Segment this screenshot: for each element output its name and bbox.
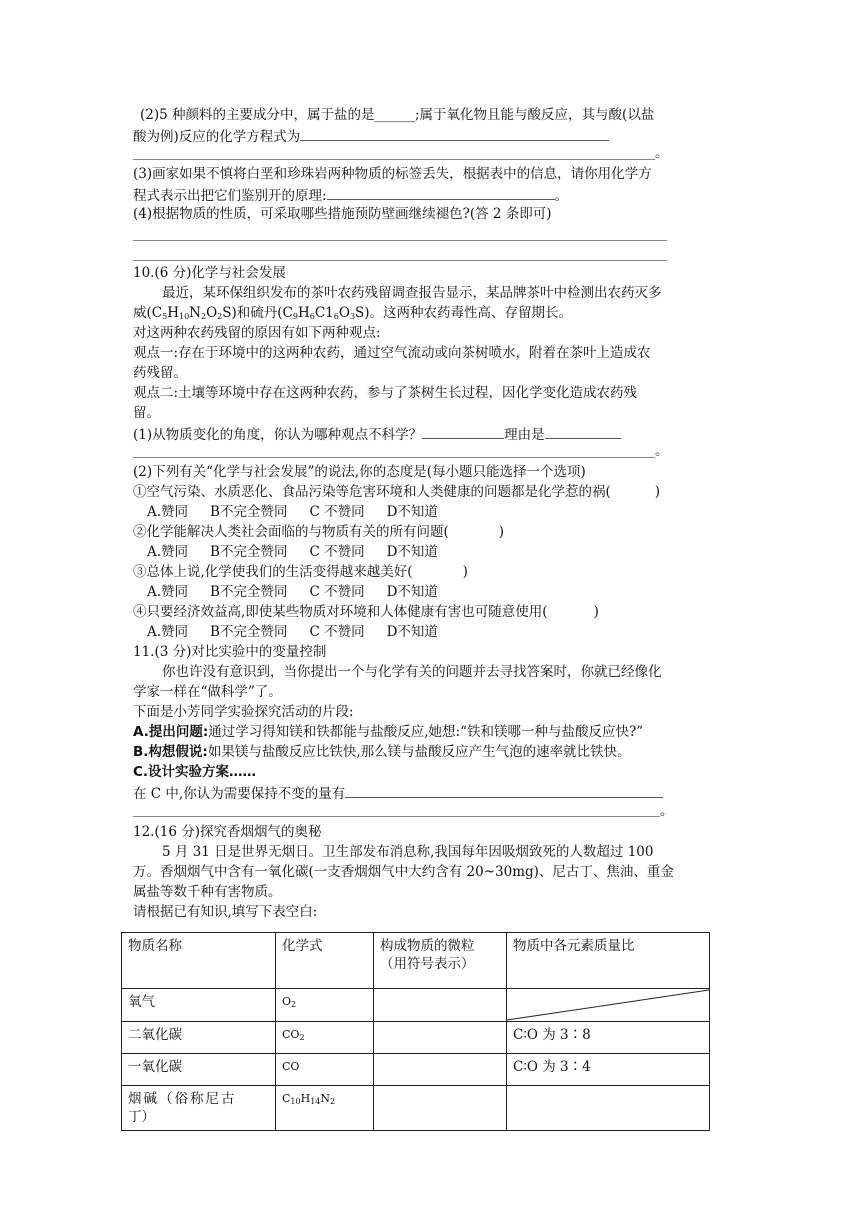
nicotine-name-line2: 丁） [128,1109,155,1125]
q11-intro-line3: 下面是小芳同学实验探究活动的片段: [133,704,354,720]
q9-part2-line2 [133,126,609,146]
answer-line[interactable] [133,240,667,241]
paren: ) [498,524,505,540]
q12-intro-line3: 属盐等数千种有害物质。 [133,884,282,900]
cell-name: 一氧化碳 [122,1054,276,1086]
q11-intro-line1: 你也许没有意识到，当你提出一个与化学有关的问题并去寻找答案时，你就已经像化 [162,664,662,680]
answer-line[interactable] [133,816,660,817]
table-row [122,1022,710,1054]
q11-intro-line2: 学家一样在“做科学”了。 [133,684,282,700]
answer-line[interactable] [133,457,655,458]
text: C1 [314,305,334,321]
q12-intro-line1: 5 月 31 日是世界无烟日。卫生部发布消息称,我国每年因吸烟致死的人数超过 100 [162,844,654,860]
paren: ) [462,564,468,580]
q11-title: 11.(3 分)对比实验中的变量控制 [133,644,327,660]
header-name: 物质名称 [122,933,276,989]
paren: ) [593,604,599,620]
header-particle-line2: （用符号表示） [380,956,475,972]
option-c[interactable]: C 不赞同 [309,544,365,560]
text: O [338,305,350,321]
header-formula: 化学式 [276,933,374,989]
q10-item3-options [147,583,460,601]
q9-part2-line2-text: 酸为例)反应的化学方程式为 [133,129,301,145]
period: 。 [655,145,669,161]
cell-ratio: C∶O 为 3∶4 [507,1054,710,1086]
q10-item4-options [147,623,460,641]
text: S)。这两种农药毒性高、存留期长。 [355,305,573,321]
step-b-text: 如果镁与盐酸反应比铁快,那么镁与盐酸反应产生气泡的速率就比铁快。 [207,744,631,760]
q12-intro-line2: 万。香烟烟气中含有一氧化碳(一支香烟烟气中大约含有 20~30mg)、尼古丁、焦油、重金 [133,864,674,880]
q12-title: 12.(16 分)探究香烟烟气的奥秘 [133,824,322,840]
q10-reason-label: 理由是 [504,427,545,443]
option-c[interactable]: C 不赞同 [309,504,365,520]
option-b[interactable]: B不完全赞同 [210,584,288,600]
option-a[interactable]: A.赞同 [147,504,189,520]
q10-title: 10.(6 分)化学与社会发展 [133,265,286,281]
subscript: 2 [217,312,223,321]
step-c-label: C.设计实验方案…… [133,764,257,780]
cell-particle[interactable] [374,1022,507,1054]
option-d[interactable]: D不知道 [386,584,438,600]
cell-name: 二氧化碳 [122,1022,276,1054]
option-a[interactable]: A.赞同 [147,624,189,640]
q10-part2: (2)下列有关“化学与社会发展”的说法,你的态度是(每小题只能选择一个选项) [133,464,586,480]
step-a-label: A.提出问题: [133,724,209,740]
answer-line[interactable] [133,159,655,160]
substance-table [121,932,710,1131]
option-a[interactable]: A.赞同 [147,544,189,560]
option-a[interactable]: A.赞同 [147,584,189,600]
q11-question [133,783,663,803]
subscript: 5 [162,312,168,321]
text: O [206,305,218,321]
cell-ratio-crossed [507,989,710,1022]
answer-blank[interactable] [327,185,555,200]
q10-item1-options [147,503,460,521]
subscript: 2 [330,1097,336,1106]
cell-name [122,1086,276,1131]
q10-views-intro: 对这两种农药残留的原因有如下两种观点: [133,325,381,341]
subscript: 3 [349,312,356,321]
q10-item1-text: ①空气污染、水质恶化、食品污染等危害环境和人类健康的问题都是化学惹的祸( [133,484,611,500]
option-b[interactable]: B不完全赞同 [210,624,288,640]
nicotine-name-line1: 烟碱（俗称尼古 [128,1091,237,1107]
period: 。 [655,443,669,459]
answer-blank[interactable] [345,783,663,798]
text: H [297,305,310,321]
formula: O [282,995,292,1008]
q10-item1 [133,483,660,501]
header-ratio: 物质中各元素质量比 [507,933,710,989]
diagonal-slash-icon [507,989,709,1021]
step-a-text: 通过学习得知镁和铁都能与盐酸反应,她想:“铁和镁哪一种与盐酸反应快?” [208,724,644,740]
answer-blank[interactable] [545,424,621,439]
period: 。 [660,803,674,819]
formula: CO [282,1028,300,1041]
q9-part3-line2-text: 程式表示出把它们鉴别开的原理: [133,188,327,204]
cell-formula [276,1086,374,1131]
formula: H [300,1092,311,1105]
formula: C [282,1092,291,1105]
option-c[interactable]: C 不赞同 [309,584,365,600]
text: 威(C [133,305,163,321]
q10-view2-line1: 观点二:土壤等环境中存在这两种农药，参与了茶树生长过程，因化学变化造成农药残 [133,385,638,401]
subscript: 2 [200,312,207,321]
option-c[interactable]: C 不赞同 [309,624,365,640]
option-b[interactable]: B不完全赞同 [210,544,288,560]
answer-line[interactable] [133,260,667,261]
q10-intro-line2 [133,304,572,326]
header-particle [374,933,507,989]
option-b[interactable]: B不完全赞同 [210,504,288,520]
q11-step-a [133,723,643,741]
q10-item3-text: ③总体上说,化学使我们的生活变得越来越美好( [133,564,413,580]
cell-particle[interactable] [374,1054,507,1086]
text: H [167,305,179,321]
subscript: 6 [309,312,315,321]
q9-part3-line1: (3)画家如果不慎将白垩和珍珠岩两种物质的标签丢失，根据表中的信息，请你用化学方 [133,166,652,182]
table-row [122,989,710,1022]
cell-ratio: C∶O 为 3∶8 [507,1022,710,1054]
cell-name: 氧气 [122,989,276,1022]
table-row [122,1086,710,1131]
paren: ) [654,484,661,500]
cell-particle[interactable] [374,1086,507,1131]
subscript: 10 [178,312,190,321]
text: S)和硫丹(C [222,305,293,321]
option-d[interactable]: D不知道 [386,544,438,560]
answer-blank[interactable] [300,126,609,141]
cell-ratio[interactable] [507,1086,710,1131]
q10-item2-options [147,543,460,561]
cell-particle[interactable] [374,989,507,1022]
q10-item2-text: ②化学能解决人类社会面临的与物质有关的所有问题( [133,524,449,540]
q10-view2-line2: 留。 [133,405,160,421]
subscript: 2 [291,1000,297,1009]
q11-step-b [133,743,631,761]
q10-item4-text: ④只要经济效益高,即使某些物质对环境和人体健康有害也可随意使用( [133,604,548,620]
q10-item2 [133,523,504,541]
cell-formula: CO [276,1054,374,1086]
table-header-row [122,933,710,989]
cell-formula [276,1022,374,1054]
q10-part1 [133,424,621,444]
q9-part2-line1: (2)5 种颜料的主要成分中，属于盐的是______;属于氧化物且能与酸反应，其与酸(以盐 [140,107,655,123]
q10-item4 [133,603,599,621]
q10-part1-text: (1)从物质变化的角度，你认为哪种观点不科学？ [133,427,423,443]
q10-view1-line2: 药残留。 [133,365,187,381]
subscript: 14 [310,1097,321,1106]
cell-formula [276,989,374,1022]
q11-step-c [133,763,256,781]
q11-question-text: 在 C 中,你认为需要保持不变的量有 [133,786,346,802]
header-particle-line1: 构成物质的微粒 [380,938,475,954]
q12-instruction: 请根据已有知识,填写下表空白: [133,904,318,920]
period: 。 [554,188,569,204]
q9-part4-line1: (4)根据物质的性质，可采取哪些措施预防壁画继续褪色?(答 2 条即可) [133,206,552,222]
subscript: 10 [290,1097,301,1106]
text: N [189,305,201,321]
table-row [122,1054,710,1086]
answer-blank[interactable] [422,424,504,439]
option-d[interactable]: D不知道 [386,504,438,520]
subscript: 2 [299,1033,305,1042]
subscript: 6 [333,312,339,321]
q10-intro-line1: 最近，某环保组织发布的茶叶农药残留调查报告显示，某品牌茶叶中检测出农药灭多 [162,285,662,301]
formula: N [320,1092,331,1105]
q10-item3 [133,563,468,581]
q9-part3-line2 [133,185,568,205]
q10-view1-line1: 观点一:存在于环境中的这两种农药，通过空气流动或向茶树喷水，附着在茶叶上造成农 [133,345,651,361]
subscript: 9 [292,312,298,321]
option-d[interactable]: D不知道 [386,624,438,640]
step-b-label: B.构想假说: [133,744,208,760]
